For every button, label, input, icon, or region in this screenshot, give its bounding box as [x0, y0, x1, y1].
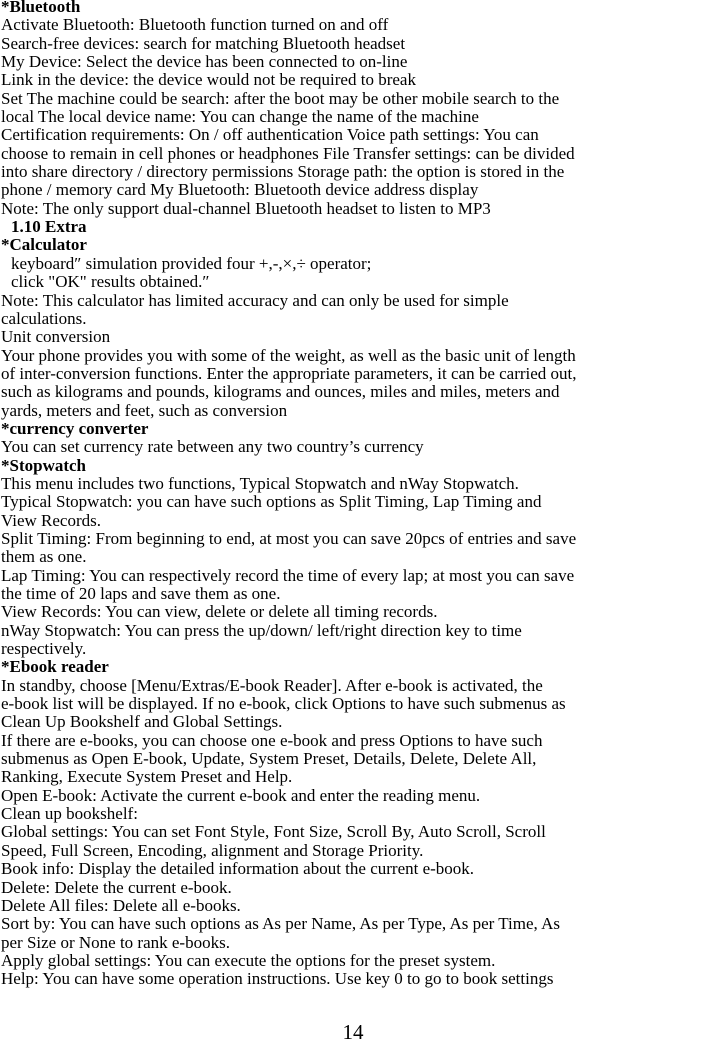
text-line: them as one. — [1, 547, 87, 567]
page-number: 14 — [342, 1020, 364, 1044]
section-heading-currency-converter: *currency converter — [1, 418, 149, 438]
text-line: Link in the device: the device would not be required to break — [1, 70, 416, 90]
text-line: Global settings: You can set Font Style, Font Size, Scroll By, Auto Scroll, Scroll — [1, 822, 546, 842]
text-line: Activate Bluetooth: Bluetooth function turned on and off — [1, 15, 389, 35]
text-line: Search-free devices: search for matching Bluetooth headset — [1, 33, 406, 53]
text-line: View Records: You can view, delete or delete all timing records. — [1, 602, 438, 622]
text-line: yards, meters and feet, such as conversion — [1, 400, 288, 420]
text-line: calculations. — [1, 308, 87, 328]
text-line: Speed, Full Screen, Encoding, alignment and Storage Priority. — [1, 840, 424, 860]
text-line: Split Timing: From beginning to end, at most you can save 20pcs of entries and save — [1, 528, 577, 548]
text-line: click "OK" results obtained.″ — [11, 272, 210, 292]
text-line: Delete All files: Delete all e-books. — [1, 895, 241, 915]
text-line: per Size or None to rank e-books. — [1, 932, 230, 952]
text-line: phone / memory card My Bluetooth: Bluetooth device address display — [1, 180, 479, 200]
text-line: such as kilograms and pounds, kilograms and ounces, miles and miles, meters and — [1, 382, 560, 402]
text-line: into share directory / directory permissions Storage path: the option is stored in the — [1, 162, 565, 182]
text-line: nWay Stopwatch: You can press the up/down/ left/right direction key to time — [1, 620, 522, 640]
text-line: Help: You can have some operation instructions. Use key 0 to go to book settings — [1, 969, 554, 989]
text-line: Open E-book: Activate the current e-book and enter the reading menu. — [1, 785, 481, 805]
text-line: choose to remain in cell phones or headphones File Transfer settings: can be divided — [1, 143, 575, 163]
section-heading-stopwatch: *Stopwatch — [1, 455, 87, 475]
section-heading-calculator: *Calculator — [1, 235, 87, 255]
text-line: the time of 20 laps and save them as one. — [1, 584, 281, 603]
text-line: of inter-conversion functions. Enter the appropriate parameters, it can be carried out, — [1, 363, 577, 383]
text-line: You can set currency rate between any two country’s currency — [1, 437, 424, 457]
text-line: Ranking, Execute System Preset and Help. — [1, 767, 293, 787]
text-line: Sort by: You can have such options as As per Name, As per Type, As per Time, As — [1, 914, 561, 934]
text-line: Lap Timing: You can respectively record the time of every lap; at most you can save — [1, 565, 575, 585]
text-line: Note: The only support dual-channel Bluetooth headset to listen to MP3 — [1, 198, 491, 218]
document-page — [1, 0, 704, 989]
section-heading-bluetooth: *Bluetooth — [1, 0, 81, 16]
text-line: My Device: Select the device has been connected to on-line — [1, 52, 408, 72]
text-line: Apply global settings: You can execute the options for the preset system. — [1, 950, 496, 970]
text-line: submenus as Open E-book, Update, System Preset, Details, Delete, Delete All, — [1, 749, 537, 769]
text-line: Your phone provides you with some of the weight, as well as the basic unit of length — [1, 345, 576, 365]
text-line: Certification requirements: On / off authentication Voice path settings: You can — [1, 125, 539, 145]
text-line: Note: This calculator has limited accuracy and can only be used for simple — [1, 290, 509, 310]
text-line: Delete: Delete the current e-book. — [1, 877, 232, 897]
text-line: If there are e-books, you can choose one e-book and press Options to have such — [1, 730, 543, 750]
text-line: Set The machine could be search: after the boot may be other mobile search to the — [1, 88, 560, 108]
text-line: keyboard″ simulation provided four +,-,×,÷ operator; — [11, 253, 372, 273]
text-line: local The local device name: You can change the name of the machine — [1, 107, 479, 127]
text-line: e-book list will be displayed. If no e-book, click Options to have such submenus as — [1, 694, 566, 714]
section-heading-extra: 1.10 Extra — [11, 217, 87, 237]
text-line: Typical Stopwatch: you can have such options as Split Timing, Lap Timing and — [1, 492, 542, 512]
text-line: In standby, choose [Menu/Extras/E-book Reader]. After e-book is activated, the — [1, 675, 543, 695]
text-line: Unit conversion — [1, 327, 111, 347]
text-line: Book info: Display the detailed information about the current e-book. — [1, 859, 475, 879]
text-line: Clean up bookshelf: — [1, 804, 138, 824]
text-line: respectively. — [1, 639, 87, 659]
text-line: View Records. — [1, 510, 102, 530]
section-heading-ebook-reader: *Ebook reader — [1, 657, 109, 677]
text-line: Clean Up Bookshelf and Global Settings. — [1, 712, 283, 732]
text-line: This menu includes two functions, Typical Stopwatch and nWay Stopwatch. — [1, 473, 519, 493]
